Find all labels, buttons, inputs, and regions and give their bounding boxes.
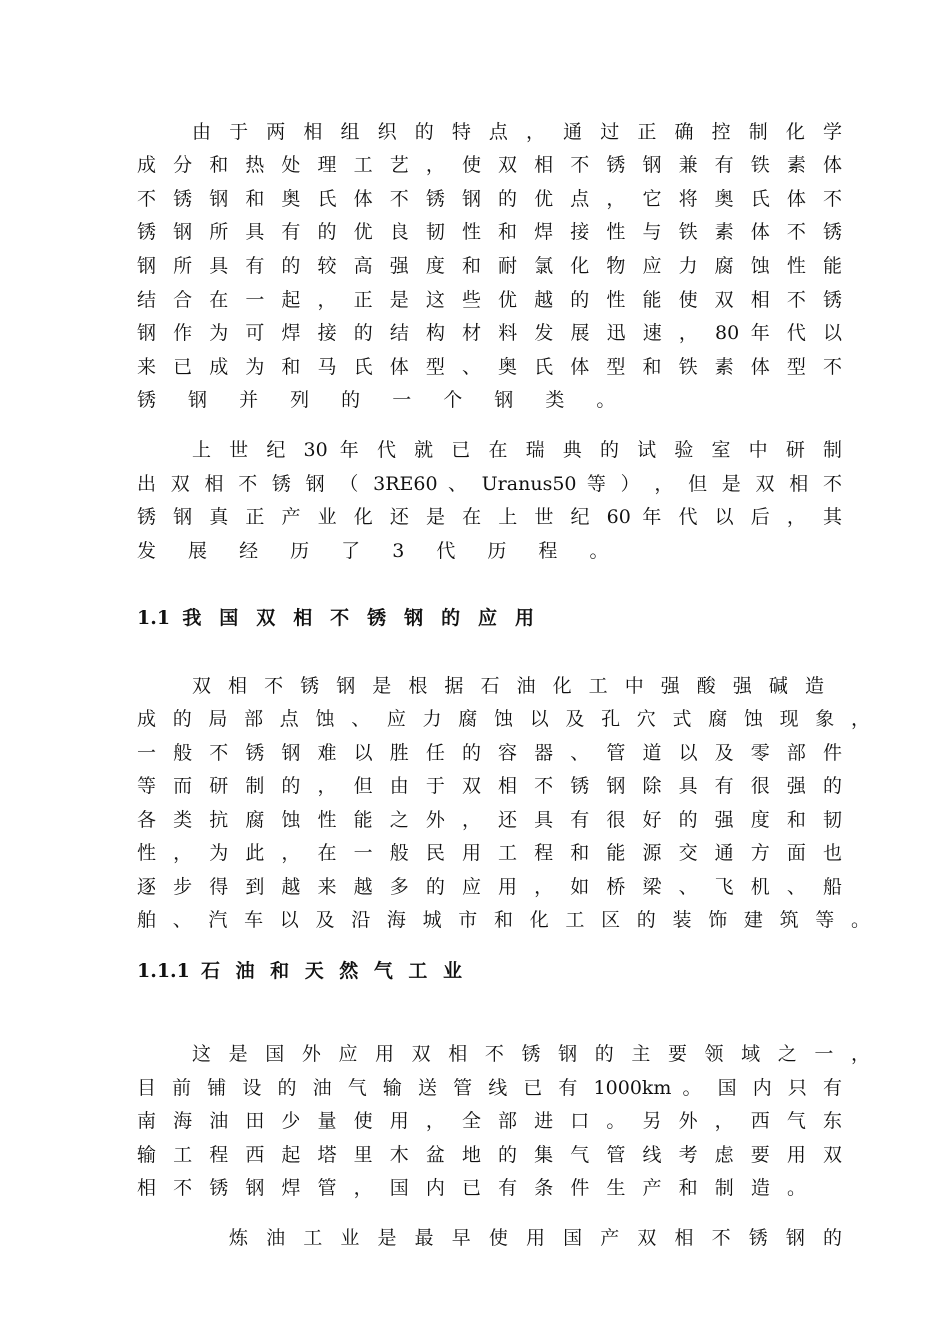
paragraph-line: 发 展 经 历 了 3 代 历 程 。 [137,540,622,562]
paragraph-line: 由 于 两 相 组 织 的 特 点 ， 通 过 正 确 控 制 化 学 [192,121,842,143]
paragraph-line: 锈 钢 真 正 产 业 化 还 是 在 上 世 纪 60 年 代 以 后 ， 其 [137,506,842,528]
paragraph-line: 南 海 油 田 少 量 使 用 ， 全 部 进 口 。 另 外 ， 西 气 东 [137,1110,842,1132]
paragraph-line: 不 锈 钢 和 奥 氏 体 不 锈 钢 的 优 点 ， 它 将 奥 氏 体 不 [137,188,842,210]
paragraph-line: 目 前 铺 设 的 油 气 输 送 管 线 已 有 1000km 。 国 内 只 有 [137,1077,842,1099]
paragraph-line: 等 而 研 制 的 ， 但 由 于 双 相 不 锈 钢 除 具 有 很 强 的 [137,775,842,797]
section-heading: 1.1 我 国 双 相 不 锈 钢 的 应 用 [137,607,534,629]
paragraph-line: 结 合 在 一 起 ， 正 是 这 些 优 越 的 性 能 使 双 相 不 锈 [137,289,842,311]
paragraph-line: 舶 、 汽 车 以 及 沿 海 城 市 和 化 工 区 的 装 饰 建 筑 等 。 [137,909,870,931]
paragraph-line: 成 的 局 部 点 蚀 、 应 力 腐 蚀 以 及 孔 穴 式 腐 蚀 现 象 ， [137,708,870,730]
paragraph-line: 相 不 锈 钢 焊 管 ， 国 内 已 有 条 件 生 产 和 制 造 。 [137,1177,806,1199]
paragraph-line: 一 般 不 锈 钢 难 以 胜 任 的 容 器 、 管 道 以 及 零 部 件 [137,742,842,764]
paragraph-line: 出 双 相 不 锈 钢 （ 3RE60 、 Uranus50 等 ） ， 但 是 双 相 不 [137,473,842,495]
paragraph-line: 来 已 成 为 和 马 氏 体 型 、 奥 氏 体 型 和 铁 素 体 型 不 [137,356,842,378]
subsection-heading: 1.1.1 石 油 和 天 然 气 工 业 [137,960,462,982]
paragraph-line: 这 是 国 外 应 用 双 相 不 锈 钢 的 主 要 领 域 之 一 ， [192,1043,870,1065]
paragraph-line: 锈 钢 所 具 有 的 优 良 韧 性 和 焊 接 性 与 铁 素 体 不 锈 [137,221,842,243]
paragraph-line: 钢 作 为 可 焊 接 的 结 构 材 料 发 展 迅 速 ， 80 年 代 以 [137,322,842,344]
paragraph-line: 钢 所 具 有 的 较 高 强 度 和 耐 氯 化 物 应 力 腐 蚀 性 能 [137,255,842,277]
paragraph-line: 锈 钢 并 列 的 一 个 钢 类 。 [137,389,629,411]
paragraph-line: 成 分 和 热 处 理 工 艺 ， 使 双 相 不 锈 钢 兼 有 铁 素 体 [137,154,842,176]
paragraph-line: 各 类 抗 腐 蚀 性 能 之 外 ， 还 具 有 很 好 的 强 度 和 韧 [137,809,842,831]
paragraph-line: 炼 油 工 业 是 最 早 使 用 国 产 双 相 不 锈 钢 的 [229,1227,842,1249]
paragraph-line: 双 相 不 锈 钢 是 根 据 石 油 化 工 中 强 酸 强 碱 造 [192,675,824,697]
paragraph-line: 输 工 程 西 起 塔 里 木 盆 地 的 集 气 管 线 考 虑 要 用 双 [137,1144,842,1166]
paragraph-line: 性 ， 为 此 ， 在 一 般 民 用 工 程 和 能 源 交 通 方 面 也 [137,842,842,864]
paragraph-line: 逐 步 得 到 越 来 越 多 的 应 用 ， 如 桥 梁 、 飞 机 、 船 [137,876,842,898]
paragraph-line: 上 世 纪 30 年 代 就 已 在 瑞 典 的 试 验 室 中 研 制 [192,439,842,461]
